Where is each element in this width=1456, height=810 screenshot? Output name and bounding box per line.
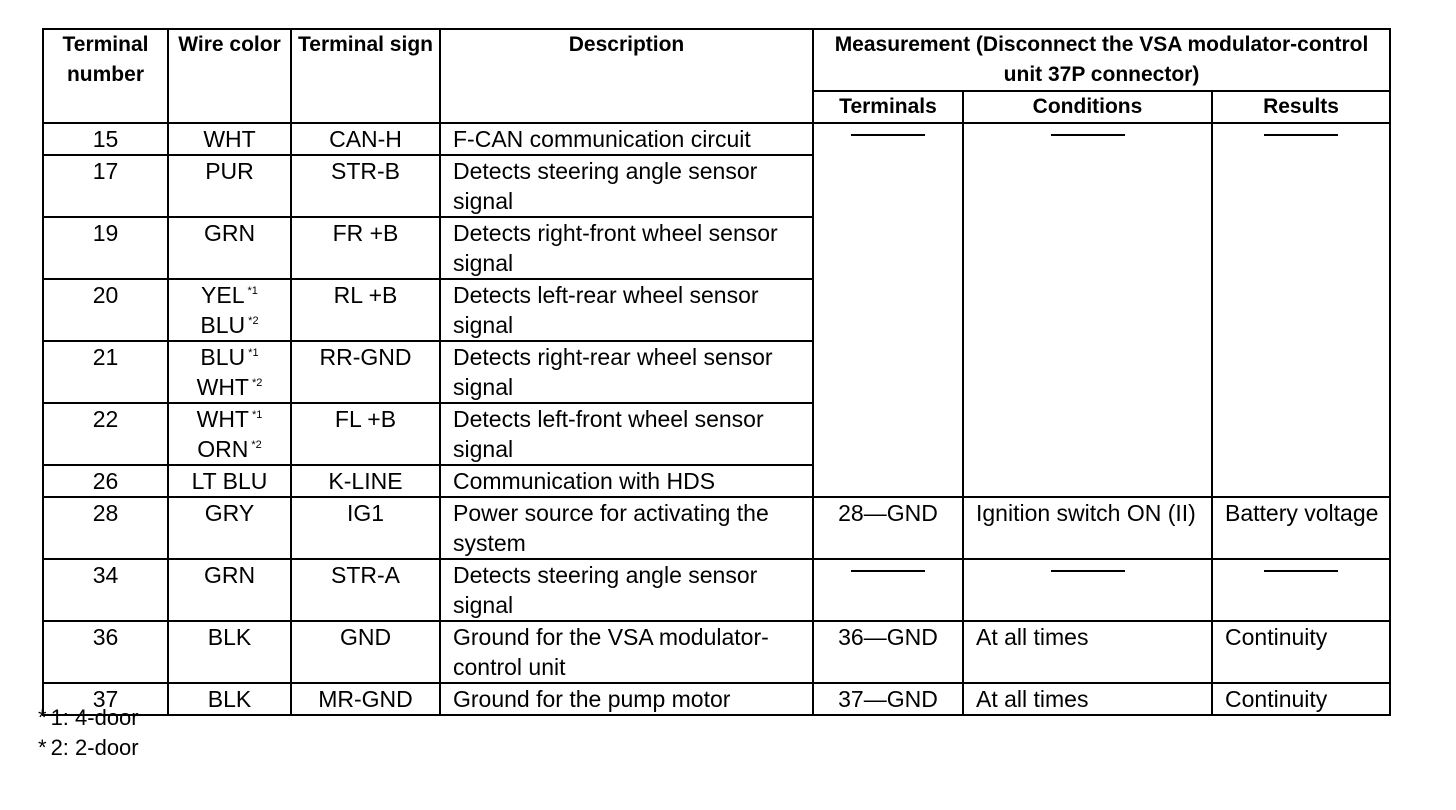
dash-mark: [1264, 134, 1338, 136]
measurement-conditions: At all times: [963, 683, 1212, 715]
measurement-results-blank: [1212, 123, 1390, 497]
description: Detects right-front wheel sensor signal: [440, 217, 813, 279]
wire-color: BLU $^{*1}$ WHT $^{*2}$: [168, 341, 291, 403]
terminal-sign: GND: [291, 621, 440, 683]
description: Ground for the VSA modulator-control unit: [440, 621, 813, 683]
header-results: Results: [1212, 91, 1390, 123]
measurement-conditions: Ignition switch ON (II): [963, 497, 1212, 559]
header-measurement: Measurement (Disconnect the VSA modulator-control unit 37P connector): [813, 29, 1390, 91]
description: Detects right-rear wheel sensor signal: [440, 341, 813, 403]
terminal-sign: RL +B: [291, 279, 440, 341]
footnote-1: * 1: 4-door: [38, 705, 139, 730]
dash-mark: [851, 570, 925, 572]
wire-color: WHT $^{*1}$ ORN $^{*2}$: [168, 403, 291, 465]
header-terminal-number: Terminal number: [43, 29, 168, 123]
table-row: [43, 683, 1390, 715]
description: Detects steering angle sensor signal: [440, 155, 813, 217]
measurement-conditions-blank: [963, 559, 1212, 621]
description: Ground for the pump motor: [440, 683, 813, 715]
wire-color: GRY: [168, 497, 291, 559]
wire-color: LT BLU: [168, 465, 291, 497]
wire-color: YEL $^{*1}$ BLU $^{*2}$: [168, 279, 291, 341]
terminal-sign: IG1: [291, 497, 440, 559]
terminal-number: 28: [43, 497, 168, 559]
wire-color: BLK: [168, 621, 291, 683]
terminal-sign: CAN-H: [291, 123, 440, 155]
measurement-terminals: 37—GND: [813, 683, 963, 715]
terminal-number: 17: [43, 155, 168, 217]
measurement-terminals: 36—GND: [813, 621, 963, 683]
wire-color: GRN: [168, 559, 291, 621]
measurement-results: Continuity: [1212, 621, 1390, 683]
header-conditions: Conditions: [963, 91, 1212, 123]
description: Detects left-rear wheel sensor signal: [440, 279, 813, 341]
terminal-number: 36: [43, 621, 168, 683]
wire-color: PUR: [168, 155, 291, 217]
table-row: [43, 497, 1390, 559]
terminal-number: 20: [43, 279, 168, 341]
measurement-conditions: At all times: [963, 621, 1212, 683]
table-row: [43, 559, 1390, 621]
wire-color: BLK: [168, 683, 291, 715]
terminal-sign: STR-B: [291, 155, 440, 217]
description: Detects left-front wheel sensor signal: [440, 403, 813, 465]
terminal-number: 37: [43, 683, 168, 715]
terminal-number: 34: [43, 559, 168, 621]
table-row: [43, 123, 1390, 155]
measurement-results: Continuity: [1212, 683, 1390, 715]
dash-mark: [851, 134, 925, 136]
dash-mark: [1264, 570, 1338, 572]
measurement-results-blank: [1212, 559, 1390, 621]
terminal-number: 26: [43, 465, 168, 497]
wire-color: WHT: [168, 123, 291, 155]
terminal-sign: RR-GND: [291, 341, 440, 403]
terminal-sign: MR-GND: [291, 683, 440, 715]
table-row: [43, 621, 1390, 683]
dash-mark: [1051, 134, 1125, 136]
terminal-number: 15: [43, 123, 168, 155]
wire-color: GRN: [168, 217, 291, 279]
terminal-number: 21: [43, 341, 168, 403]
header-description: Description: [440, 29, 813, 123]
description: F-CAN communication circuit: [440, 123, 813, 155]
measurement-results: Battery voltage: [1212, 497, 1390, 559]
terminal-sign: STR-A: [291, 559, 440, 621]
measurement-terminals-blank: [813, 123, 963, 497]
terminal-sign: FL +B: [291, 403, 440, 465]
terminal-number: 22: [43, 403, 168, 465]
measurement-terminals: 28—GND: [813, 497, 963, 559]
footnote-2: * 2: 2-door: [38, 735, 139, 760]
description: Detects steering angle sensor signal: [440, 559, 813, 621]
terminal-number: 19: [43, 217, 168, 279]
header-wire-color: Wire color: [168, 29, 291, 123]
dash-mark: [1051, 570, 1125, 572]
terminal-sign: K-LINE: [291, 465, 440, 497]
terminal-spec-table: [42, 28, 1391, 716]
description: Communication with HDS: [440, 465, 813, 497]
terminal-sign: FR +B: [291, 217, 440, 279]
header-terminal-sign: Terminal sign: [291, 29, 440, 123]
measurement-conditions-blank: [963, 123, 1212, 497]
measurement-terminals-blank: [813, 559, 963, 621]
description: Power source for activating the system: [440, 497, 813, 559]
header-terminals: Terminals: [813, 91, 963, 123]
footnotes: [38, 703, 139, 763]
